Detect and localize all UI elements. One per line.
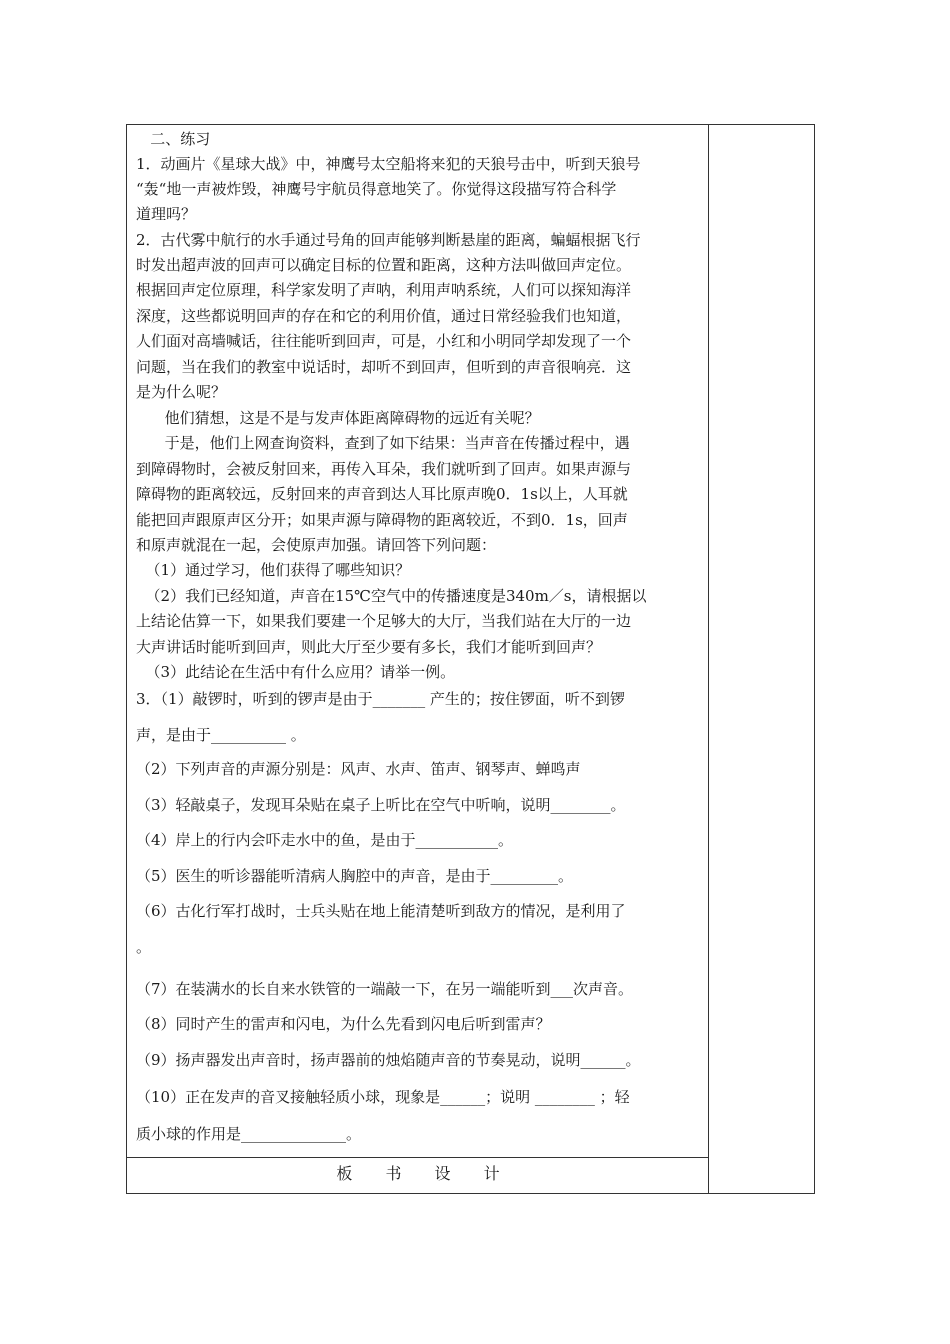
text-line: 深度，这些都说明回声的存在和它的利用价值，通过日常经验我们也知道， [136,307,632,325]
text-line: 他们猜想，这是不是与发声体距离障碍物的远近有关呢？ [136,409,540,427]
question-item: （7）在装满水的长自来水铁管的一端敲一下，在另一端能听到___次声音。 [136,980,634,998]
question-item: （9）扬声器发出声音时，扬声器前的烛焰随声音的节奏晃动，说明______。 [136,1051,641,1069]
question-item: （2）我们已经知道，声音在15℃空气中的传播速度是340m／s，请根据以 [136,587,647,605]
text-line: 和原声就混在一起，会使原声加强。请回答下列问题： [136,536,497,554]
row-divider [127,1157,709,1158]
text-line: 2．古代雾中航行的水手通过号角的回声能够判断悬崖的距离，蝙蝠根据飞行 [136,231,641,249]
text-line: 根据回声定位原理，科学家发明了声呐，利用声呐系统，人们可以探知海洋 [136,281,632,299]
question-item: （8）同时产生的雷声和闪电，为什么先看到闪电后听到雷声？ [136,1015,551,1033]
question-item: （1）通过学习，他们获得了哪些知识？ [136,561,411,579]
footer-char: 计 [483,1164,500,1183]
question-item: 3．（1）敲锣时，听到的锣声是由于_______ 产生的；按住锣面，听不到锣 [136,690,625,708]
text-line: 。 [136,938,152,956]
question-item: （3）此结论在生活中有什么应用？请举一例。 [136,663,456,681]
column-divider [708,125,709,1193]
footer-char: 板 [336,1164,353,1183]
text-line: 道理吗？ [136,205,197,223]
question-item: （2）下列声音的声源分别是：风声、水声、笛声、钢琴声、蝉鸣声 [136,760,581,778]
text-line: 质小球的作用是______________。 [136,1125,362,1143]
footer-char: 设 [434,1164,451,1183]
text-line: 上结论估算一下，如果我们要建一个足够大的大厅，当我们站在大厅的一边 [136,612,632,630]
footer-char: 书 [385,1164,402,1183]
text-line: 人们面对高墙喊话，往往能听到回声，可是，小红和小明同学却发现了一个 [136,332,632,350]
text-line: 能把回声跟原声区分开；如果声源与障碍物的距离较近，不到0．1s，回声 [136,511,628,529]
question-item: （10）正在发声的音叉接触轻质小球，现象是______；说明 ________ ；轻 [136,1088,630,1106]
question-item: （6）古化行军打战时，士兵头贴在地上能清楚听到敌方的情况，是利用了 [136,902,626,920]
text-line: 到障碍物时，会被反射回来，再传入耳朵，我们就听到了回声。如果声源与 [136,460,632,478]
question-item: （3）轻敲桌子，发现耳朵贴在桌子上听比在空气中听响，说明________。 [136,796,626,814]
text-line: 障碍物的距离较远，反射回来的声音到达人耳比原声晚0．1s以上，人耳就 [136,485,628,503]
text-line: 是为什么呢？ [136,383,227,401]
text-line: 大声讲话时能听到回声，则此大厅至少要有多长，我们才能听到回声？ [136,638,602,656]
text-line: 时发出超声波的回声可以确定目标的位置和距离，这种方法叫做回声定位。 [136,256,632,274]
text-line: 1．动画片《星球大战》中，神鹰号太空船将来犯的天狼号击中，听到天狼号 [136,155,641,173]
text-line: 问题，当在我们的教室中说话时，却听不到回声，但听到的声音很响亮．这 [136,358,632,376]
text-line: “轰“地一声被炸毁，神鹰号宇航员得意地笑了。你觉得这段描写符合科学 [136,180,617,198]
question-item: （5）医生的听诊器能听清病人胸腔中的声音，是由于_________。 [136,867,574,885]
text-line: 声，是由于__________ 。 [136,726,306,744]
text-line: 于是，他们上网查询资料，查到了如下结果：当声音在传播过程中，遇 [136,434,630,452]
section-heading: 二、练习 [136,130,211,148]
question-item: （4）岸上的行内会吓走水中的鱼，是由于___________。 [136,831,514,849]
lesson-table [126,124,815,1194]
board-design-label [127,1161,709,1184]
